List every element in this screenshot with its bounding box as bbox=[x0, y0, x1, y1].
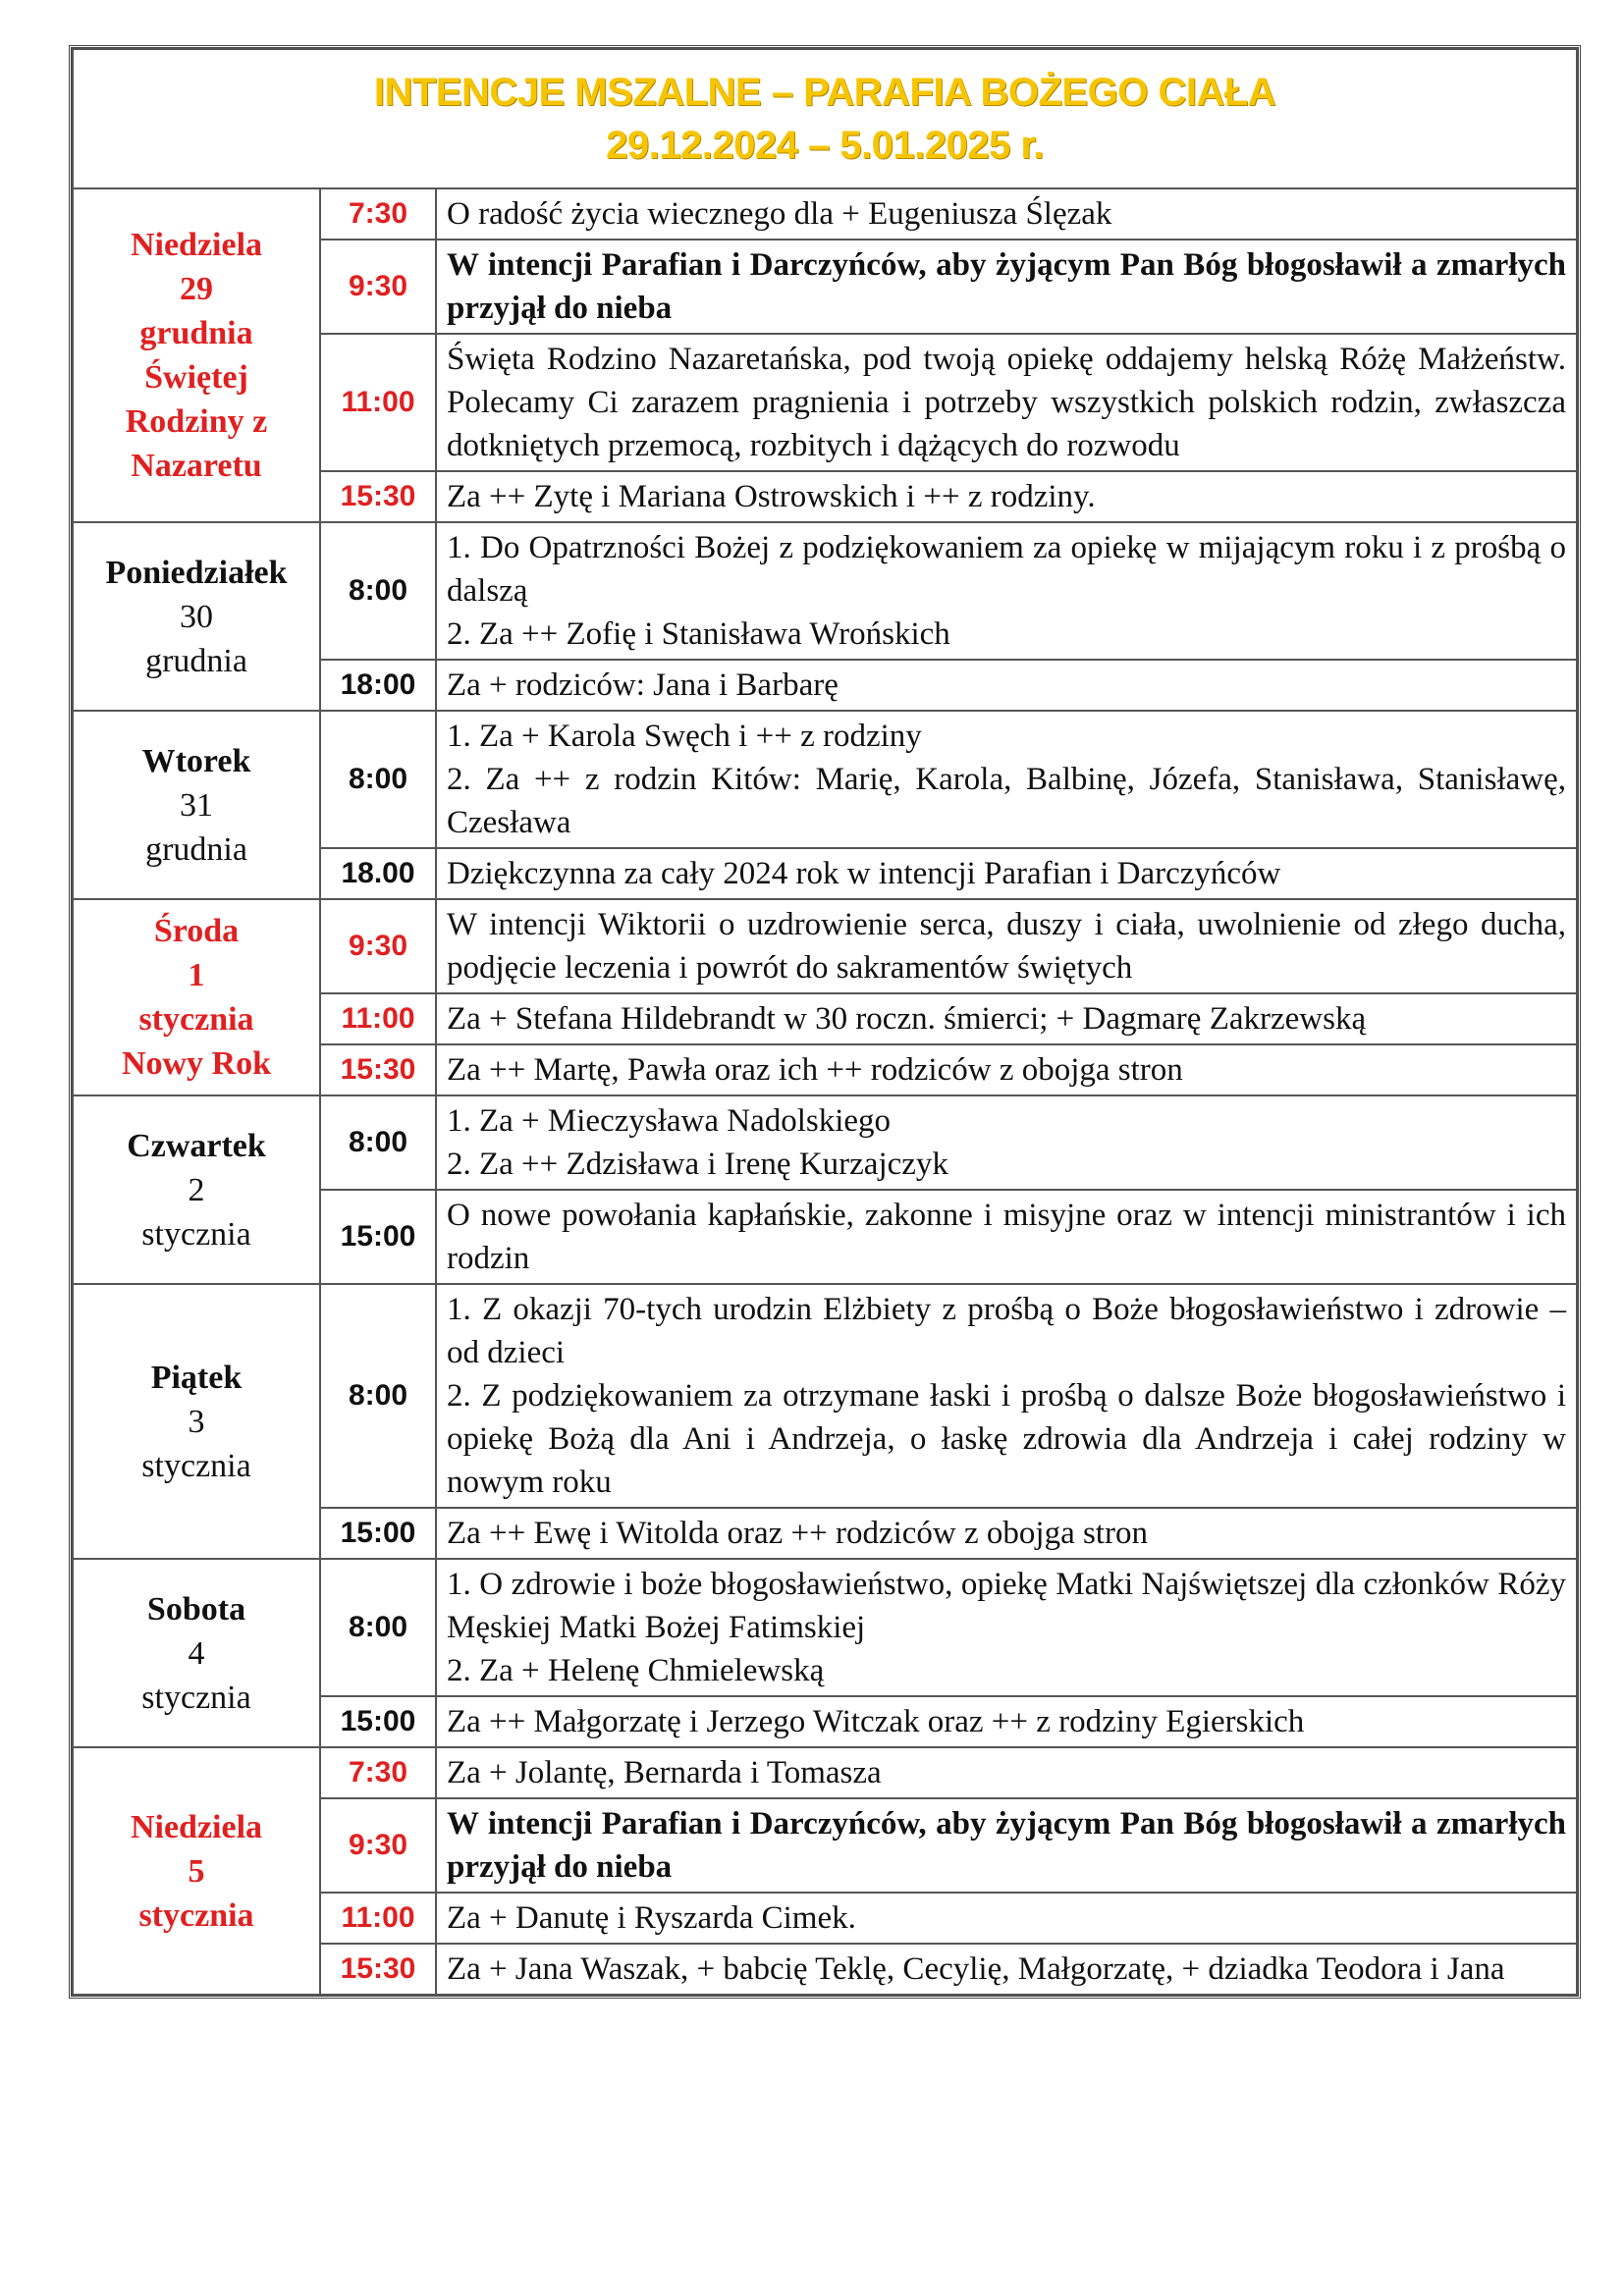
day-date-line: stycznia bbox=[138, 1001, 254, 1038]
mass-intention bbox=[436, 188, 1577, 240]
mass-intention bbox=[436, 1190, 1577, 1284]
mass-time: 8:00 bbox=[320, 522, 436, 660]
page-title bbox=[73, 49, 1577, 188]
intention-line: W intencji Parafian i Darczyńców, aby żyjącym Pan Bóg błogosławił a zmarłych przyjął do nieba bbox=[447, 1806, 1566, 1885]
day-name: Sobota bbox=[146, 1590, 246, 1628]
day-name: Poniedziałek bbox=[105, 554, 288, 591]
mass-intention bbox=[436, 848, 1577, 899]
intention-line: 2. Za ++ Zdzisława i Irenę Kurzajczyk bbox=[447, 1147, 948, 1182]
mass-time: 15:00 bbox=[320, 1190, 436, 1284]
day-date-line: Świętej bbox=[144, 359, 248, 396]
day-date-line: stycznia bbox=[141, 1679, 251, 1716]
mass-time: 11:00 bbox=[320, 334, 436, 471]
mass-intention bbox=[436, 1095, 1577, 1190]
mass-intention bbox=[436, 1798, 1577, 1893]
intention-line: Za ++ Małgorzatę i Jerzego Witczak oraz ++ z rodziny Egierskich bbox=[447, 1704, 1305, 1739]
day-cell bbox=[73, 1559, 320, 1747]
mass-intention bbox=[436, 471, 1577, 522]
intention-line: Za + Jolantę, Bernarda i Tomasza bbox=[447, 1755, 882, 1790]
intentions-sheet bbox=[69, 45, 1581, 1999]
day-date-line: grudnia bbox=[145, 830, 247, 868]
day-date-line: 2 bbox=[188, 1171, 205, 1208]
mass-time: 8:00 bbox=[320, 711, 436, 848]
day-cell bbox=[73, 1095, 320, 1284]
intention-line: Za ++ Martę, Pawła oraz ich ++ rodziców z obojga stron bbox=[447, 1052, 1183, 1088]
mass-time: 15:30 bbox=[320, 471, 436, 522]
mass-time: 8:00 bbox=[320, 1095, 436, 1190]
mass-intention bbox=[436, 1508, 1577, 1559]
day-date-line: stycznia bbox=[141, 1215, 251, 1253]
intention-line: W intencji Parafian i Darczyńców, aby żyjącym Pan Bóg błogosławił a zmarłych przyjął do nieba bbox=[447, 247, 1566, 326]
mass-intention bbox=[436, 1559, 1577, 1696]
intention-line: 2. Za ++ z rodzin Kitów: Marię, Karola, Balbinę, Józefa, Stanisława, Stanisławę, Czesława bbox=[447, 762, 1566, 840]
day-date-line: 3 bbox=[188, 1403, 205, 1440]
mass-row bbox=[73, 899, 1577, 993]
mass-time: 11:00 bbox=[320, 993, 436, 1044]
day-date-line: 31 bbox=[180, 786, 213, 824]
intentions-table-body bbox=[73, 49, 1577, 1995]
day-date-line: 29 bbox=[180, 271, 213, 307]
intention-line: O nowe powołania kapłańskie, zakonne i misyjne oraz w intencji ministrantów i ich rodzin bbox=[447, 1198, 1566, 1276]
mass-intention bbox=[436, 660, 1577, 711]
intention-line: Za + rodziców: Jana i Barbarę bbox=[447, 667, 839, 703]
mass-intention bbox=[436, 1696, 1577, 1747]
title-line-1: INTENCJE MSZALNE – PARAFIA BOŻEGO CIAŁA bbox=[373, 71, 1276, 114]
intention-line: Za + Stefana Hildebrandt w 30 roczn. śmierci; + Dagmarę Zakrzewską bbox=[447, 1001, 1367, 1037]
day-date-line: 4 bbox=[188, 1634, 205, 1672]
day-date-line: 5 bbox=[188, 1852, 205, 1890]
mass-intention bbox=[436, 1044, 1577, 1095]
mass-intention bbox=[436, 1747, 1577, 1798]
intention-line: 1. O zdrowie i boże błogosławieństwo, opiekę Matki Najświętszej dla członków Róży Męskiej Matki Bożej Fatimskiej bbox=[447, 1567, 1566, 1645]
mass-row bbox=[73, 1095, 1577, 1190]
mass-intention bbox=[436, 993, 1577, 1044]
title-row bbox=[73, 49, 1577, 188]
day-cell bbox=[73, 1284, 320, 1559]
intention-line: 2. Z podziękowaniem za otrzymane łaski i prośbą o dalsze Boże błogosławieństwo i opiekę Bożą dla Ani i Andrzeja, o łaskę zdrowia dla Andrzeja i całej rodziny w nowym roku bbox=[447, 1378, 1566, 1500]
mass-intention bbox=[436, 1893, 1577, 1944]
mass-time: 15:00 bbox=[320, 1696, 436, 1747]
intention-line: 1. Za + Mieczysława Nadolskiego bbox=[447, 1103, 892, 1139]
intention-line: Za ++ Zytę i Mariana Ostrowskich i ++ z rodziny. bbox=[447, 479, 1096, 514]
mass-intention bbox=[436, 522, 1577, 660]
mass-row bbox=[73, 1747, 1577, 1798]
mass-intention bbox=[436, 1944, 1577, 1995]
day-date-line: 30 bbox=[180, 598, 213, 635]
mass-time: 7:30 bbox=[320, 1747, 436, 1798]
day-cell bbox=[73, 899, 320, 1095]
mass-row bbox=[73, 188, 1577, 240]
day-date-line: stycznia bbox=[138, 1896, 254, 1934]
mass-time: 15:30 bbox=[320, 1944, 436, 1995]
mass-time: 9:30 bbox=[320, 1798, 436, 1893]
intention-line: O radość życia wiecznego dla + Eugeniusza Ślęzak bbox=[447, 196, 1112, 232]
day-cell bbox=[73, 522, 320, 711]
day-name: Wtorek bbox=[141, 742, 251, 779]
mass-row bbox=[73, 1559, 1577, 1696]
day-date-line: stycznia bbox=[141, 1447, 251, 1484]
mass-time: 15:00 bbox=[320, 1508, 436, 1559]
mass-time: 18:00 bbox=[320, 660, 436, 711]
mass-time: 8:00 bbox=[320, 1559, 436, 1696]
intention-line: 1. Za + Karola Swęch i ++ z rodziny bbox=[447, 719, 922, 754]
mass-time: 7:30 bbox=[320, 188, 436, 240]
intention-line: 1. Z okazji 70-tych urodzin Elżbiety z prośbą o Boże błogosławieństwo i zdrowie – od dzieci bbox=[447, 1292, 1566, 1370]
intention-line: W intencji Wiktorii o uzdrowienie serca, duszy i ciała, uwolnienie od złego ducha, podjęcie leczenia i powrót do sakramentów świętych bbox=[447, 907, 1566, 986]
mass-row bbox=[73, 711, 1577, 848]
mass-intention bbox=[436, 240, 1577, 334]
intention-line: 1. Do Opatrzności Bożej z podziękowaniem za opiekę w mijającym roku i z prośbą o dalszą bbox=[447, 530, 1566, 609]
mass-time: 11:00 bbox=[320, 1893, 436, 1944]
intention-line: 2. Za ++ Zofię i Stanisława Wrońskich bbox=[447, 616, 950, 652]
mass-intention bbox=[436, 711, 1577, 848]
intention-line: Za ++ Ewę i Witolda oraz ++ rodziców z obojga stron bbox=[447, 1516, 1148, 1551]
day-cell bbox=[73, 711, 320, 899]
day-date-line: grudnia bbox=[139, 315, 253, 351]
day-cell bbox=[73, 1747, 320, 1995]
intention-line: Dziękczynna za cały 2024 rok w intencji Parafian i Darczyńców bbox=[447, 856, 1281, 891]
mass-time: 18.00 bbox=[320, 848, 436, 899]
day-date-line: grudnia bbox=[145, 642, 247, 679]
intention-line: Święta Rodzino Nazaretańska, pod twoją opiekę oddajemy helską Różę Małżeństw. Polecamy Ci zarazem pragnienia i potrzeby wszystkich polskich rodzin, zwłaszcza dotkniętych przemocą, rozbitych i dążących do rozwodu bbox=[447, 342, 1566, 463]
intention-line: Za + Jana Waszak, + babcię Teklę, Cecylię, Małgorzatę, + dziadka Teodora i Jana bbox=[447, 1951, 1505, 1987]
day-date-line: 1 bbox=[188, 957, 205, 993]
mass-time: 15:30 bbox=[320, 1044, 436, 1095]
day-date-line: Nazaretu bbox=[131, 448, 262, 484]
intention-line: 2. Za + Helenę Chmielewską bbox=[447, 1653, 825, 1688]
intentions-table bbox=[72, 48, 1578, 1996]
day-date-line: Nowy Rok bbox=[121, 1045, 272, 1082]
mass-row bbox=[73, 1284, 1577, 1508]
day-name: Środa bbox=[153, 913, 240, 949]
mass-intention bbox=[436, 334, 1577, 471]
day-name: Piątek bbox=[150, 1359, 243, 1396]
mass-time: 9:30 bbox=[320, 899, 436, 993]
mass-row bbox=[73, 522, 1577, 660]
mass-intention bbox=[436, 899, 1577, 993]
day-name: Niedziela bbox=[130, 1808, 263, 1845]
mass-intention bbox=[436, 1284, 1577, 1508]
mass-time: 8:00 bbox=[320, 1284, 436, 1508]
day-name: Niedziela bbox=[130, 227, 263, 263]
title-line-2: 29.12.2024 – 5.01.2025 r. bbox=[606, 124, 1044, 167]
day-name: Czwartek bbox=[127, 1127, 266, 1164]
day-date-line: Rodziny z bbox=[125, 403, 268, 440]
mass-time: 9:30 bbox=[320, 240, 436, 334]
intention-line: Za + Danutę i Ryszarda Cimek. bbox=[447, 1900, 856, 1936]
day-cell bbox=[73, 188, 320, 522]
